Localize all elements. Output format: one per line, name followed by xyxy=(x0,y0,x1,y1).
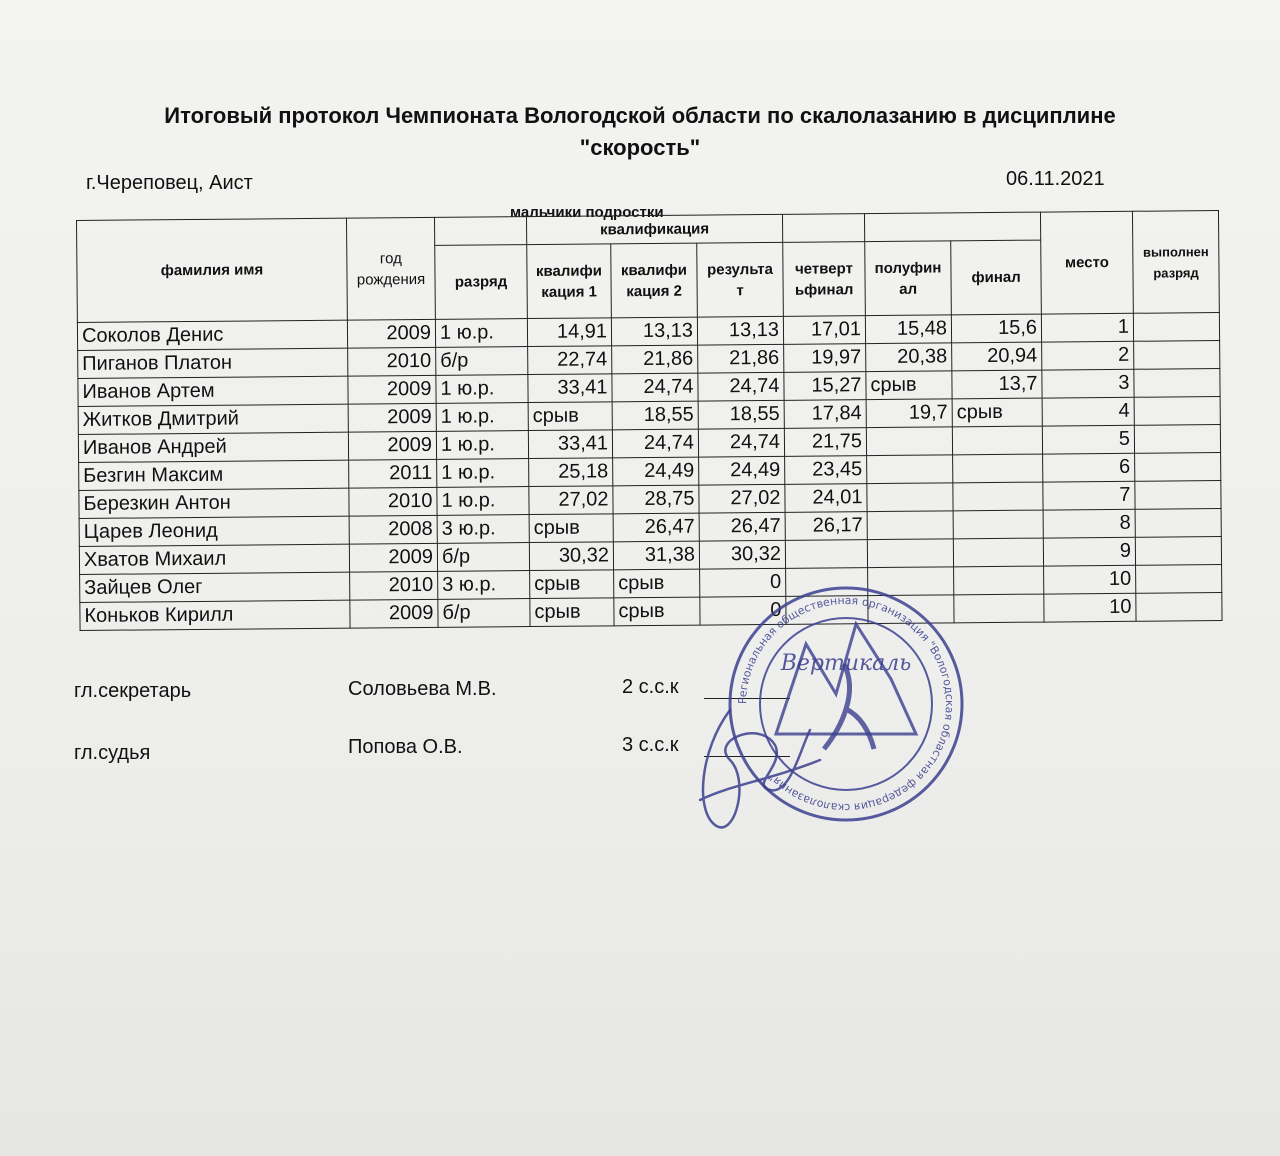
stamp-inner-text: Вертикаль xyxy=(780,651,912,676)
event-date: 06.11.2021 xyxy=(1006,168,1105,190)
results-table xyxy=(76,210,1223,631)
cell-final xyxy=(953,538,1043,567)
cell-quarterfinal: 26,17 xyxy=(785,512,867,541)
cell-year: 2009 xyxy=(350,599,438,628)
cell-qual2: 24,49 xyxy=(613,457,699,486)
cell-rank: 3 ю.р. xyxy=(437,515,529,544)
cell-qual2: 18,55 xyxy=(612,401,698,430)
cell-place: 1 xyxy=(1041,313,1133,342)
cell-year: 2010 xyxy=(348,347,436,376)
cell-year: 2010 xyxy=(349,487,437,516)
cell-qual2: срыв xyxy=(614,569,700,598)
cell-qual1: 22,74 xyxy=(528,346,612,375)
cell-semifinal: 19,7 xyxy=(866,399,952,428)
cell-qual1: 27,02 xyxy=(529,486,613,515)
age-group: мальчики подростки xyxy=(510,204,664,221)
cell-result: 24,74 xyxy=(698,428,784,457)
stamp-outer-text: Региональная общественная организация "Вологодская областная федерация скалолазания" xyxy=(735,593,957,815)
cell-result: 21,86 xyxy=(698,344,784,373)
cell-qual2: 28,75 xyxy=(613,485,699,514)
cell-rank: 1 ю.р. xyxy=(437,487,529,516)
cell-semifinal xyxy=(867,511,953,540)
header-empty-1 xyxy=(434,217,526,246)
header-qualification: квалификация xyxy=(526,214,782,244)
cell-result: 26,47 xyxy=(699,512,785,541)
header-result: результа т xyxy=(697,242,784,317)
cell-year: 2009 xyxy=(347,319,435,348)
document-title xyxy=(60,100,1220,164)
cell-place: 7 xyxy=(1043,481,1135,510)
cell-place: 4 xyxy=(1042,397,1134,426)
cell-quarterfinal: 24,01 xyxy=(785,484,867,513)
cell-quarterfinal xyxy=(785,540,867,569)
cell-qual2: 31,38 xyxy=(613,541,699,570)
cell-year: 2010 xyxy=(350,571,438,600)
header-semifinal: полуфин ал xyxy=(865,241,952,316)
cell-result: 27,02 xyxy=(699,484,785,513)
cell-place: 8 xyxy=(1043,509,1135,538)
cell-rank: б/р xyxy=(436,347,528,376)
cell-rank: 1 ю.р. xyxy=(436,403,528,432)
cell-name: Коньков Кирилл xyxy=(80,600,350,630)
cell-place: 10 xyxy=(1044,565,1136,594)
secretary-category: 2 с.с.к xyxy=(622,676,679,698)
cell-semifinal xyxy=(867,483,953,512)
cell-qual2: 24,74 xyxy=(612,429,698,458)
cell-qual1: срыв xyxy=(528,402,612,431)
cell-name: Безгин Максим xyxy=(79,460,349,490)
cell-name: Соколов Денис xyxy=(77,320,347,350)
cell-rank: 1 ю.р. xyxy=(437,459,529,488)
cell-year: 2009 xyxy=(348,375,436,404)
header-name: фамилия имя xyxy=(77,218,348,322)
cell-place: 10 xyxy=(1044,593,1136,622)
header-quarterfinal: четверт ьфинал xyxy=(783,242,866,317)
cell-result: 30,32 xyxy=(699,540,785,569)
cell-semifinal xyxy=(866,427,952,456)
header-rank: разряд xyxy=(435,245,528,320)
cell-rank: б/р xyxy=(438,599,530,628)
cell-qual2: 24,74 xyxy=(612,373,698,402)
cell-final xyxy=(953,482,1043,511)
cell-fulfilled-rank xyxy=(1134,341,1220,370)
cell-quarterfinal: 23,45 xyxy=(785,456,867,485)
cell-year: 2009 xyxy=(348,431,436,460)
cell-place: 9 xyxy=(1043,537,1135,566)
cell-place: 3 xyxy=(1042,369,1134,398)
cell-semifinal: 15,48 xyxy=(865,315,951,344)
cell-qual2: 13,13 xyxy=(611,317,697,346)
cell-rank: 1 ю.р. xyxy=(435,319,527,348)
cell-qual1: 25,18 xyxy=(529,458,613,487)
cell-fulfilled-rank xyxy=(1134,397,1220,426)
cell-name: Пиганов Платон xyxy=(78,348,348,378)
cell-qual1: 14,91 xyxy=(527,318,611,347)
cell-qual2: 21,86 xyxy=(612,345,698,374)
judge-role: гл.судья xyxy=(74,742,151,764)
cell-qual1: срыв xyxy=(530,570,614,599)
cell-semifinal xyxy=(867,539,953,568)
cell-final: 20,94 xyxy=(952,342,1042,371)
cell-fulfilled-rank xyxy=(1133,313,1219,342)
cell-semifinal xyxy=(867,455,953,484)
cell-fulfilled-rank xyxy=(1135,537,1221,566)
cell-name: Хватов Михаил xyxy=(79,544,349,574)
cell-quarterfinal: 17,01 xyxy=(783,316,865,345)
cell-fulfilled-rank xyxy=(1136,593,1222,622)
cell-quarterfinal: 19,97 xyxy=(784,344,866,373)
judge-category: 3 с.с.к xyxy=(622,734,679,756)
cell-place: 6 xyxy=(1043,453,1135,482)
cell-qual1: срыв xyxy=(530,598,614,627)
header-qual2: квалифи кация 2 xyxy=(611,243,698,318)
cell-quarterfinal: 15,27 xyxy=(784,372,866,401)
cell-rank: б/р xyxy=(437,543,529,572)
title-line-1: Итоговый протокол Чемпионата Вологодской области по скалолазанию в дисциплине xyxy=(164,103,1116,128)
header-empty-3 xyxy=(865,212,1041,242)
cell-year: 2009 xyxy=(348,403,436,432)
secretary-name: Соловьева М.В. xyxy=(348,678,497,700)
header-empty-2 xyxy=(783,214,865,243)
cell-qual1: 33,41 xyxy=(528,430,612,459)
cell-result: 0 xyxy=(700,596,786,625)
cell-qual2: срыв xyxy=(614,597,700,626)
header-year: год рождения xyxy=(346,217,435,320)
cell-fulfilled-rank xyxy=(1135,453,1221,482)
cell-final: 15,6 xyxy=(951,314,1041,343)
cell-result: 24,49 xyxy=(699,456,785,485)
judge-name: Попова О.В. xyxy=(348,736,463,758)
cell-final: 13,7 xyxy=(952,370,1042,399)
cell-name: Житков Дмитрий xyxy=(78,404,348,434)
header-qual1: квалифи кация 1 xyxy=(527,244,612,319)
cell-rank: 1 ю.р. xyxy=(436,375,528,404)
cell-year: 2011 xyxy=(349,459,437,488)
cell-result: 18,55 xyxy=(698,400,784,429)
cell-rank: 3 ю.р. xyxy=(438,571,530,600)
cell-final xyxy=(953,510,1043,539)
cell-qual1: 33,41 xyxy=(528,374,612,403)
cell-fulfilled-rank xyxy=(1134,369,1220,398)
climber-icon xyxy=(824,664,874,749)
header-final: финал xyxy=(951,240,1042,315)
header-fulfilled-rank: выполнен разряд xyxy=(1132,211,1219,314)
cell-result: 24,74 xyxy=(698,372,784,401)
cell-semifinal: срыв xyxy=(866,371,952,400)
cell-fulfilled-rank xyxy=(1134,425,1220,454)
cell-year: 2008 xyxy=(349,515,437,544)
venue-city: г.Череповец, Аист xyxy=(86,172,253,194)
title-line-2: "скорость" xyxy=(579,135,701,160)
cell-fulfilled-rank xyxy=(1135,509,1221,538)
cell-rank: 1 ю.р. xyxy=(436,431,528,460)
cell-qual1: срыв xyxy=(529,514,613,543)
cell-final xyxy=(953,454,1043,483)
cell-place: 2 xyxy=(1042,341,1134,370)
cell-final xyxy=(954,566,1044,595)
cell-place: 5 xyxy=(1042,425,1134,454)
cell-result: 0 xyxy=(700,568,786,597)
cell-name: Царев Леонид xyxy=(79,516,349,546)
cell-final xyxy=(952,426,1042,455)
cell-result: 13,13 xyxy=(697,316,783,345)
header-place: место xyxy=(1040,211,1133,314)
handwritten-signature xyxy=(690,690,830,840)
cell-fulfilled-rank xyxy=(1135,481,1221,510)
secretary-role: гл.секретарь xyxy=(74,680,192,702)
cell-name: Березкин Антон xyxy=(79,488,349,518)
cell-qual1: 30,32 xyxy=(529,542,613,571)
cell-final: срыв xyxy=(952,398,1042,427)
cell-fulfilled-rank xyxy=(1136,565,1222,594)
cell-name: Зайцев Олег xyxy=(80,572,350,602)
cell-semifinal: 20,38 xyxy=(866,343,952,372)
cell-final xyxy=(954,594,1044,623)
cell-name: Иванов Андрей xyxy=(78,432,348,462)
cell-year: 2009 xyxy=(349,543,437,572)
cell-name: Иванов Артем xyxy=(78,376,348,406)
cell-quarterfinal: 17,84 xyxy=(784,400,866,429)
cell-qual2: 26,47 xyxy=(613,513,699,542)
cell-quarterfinal: 21,75 xyxy=(784,428,866,457)
results-body xyxy=(77,313,1222,631)
